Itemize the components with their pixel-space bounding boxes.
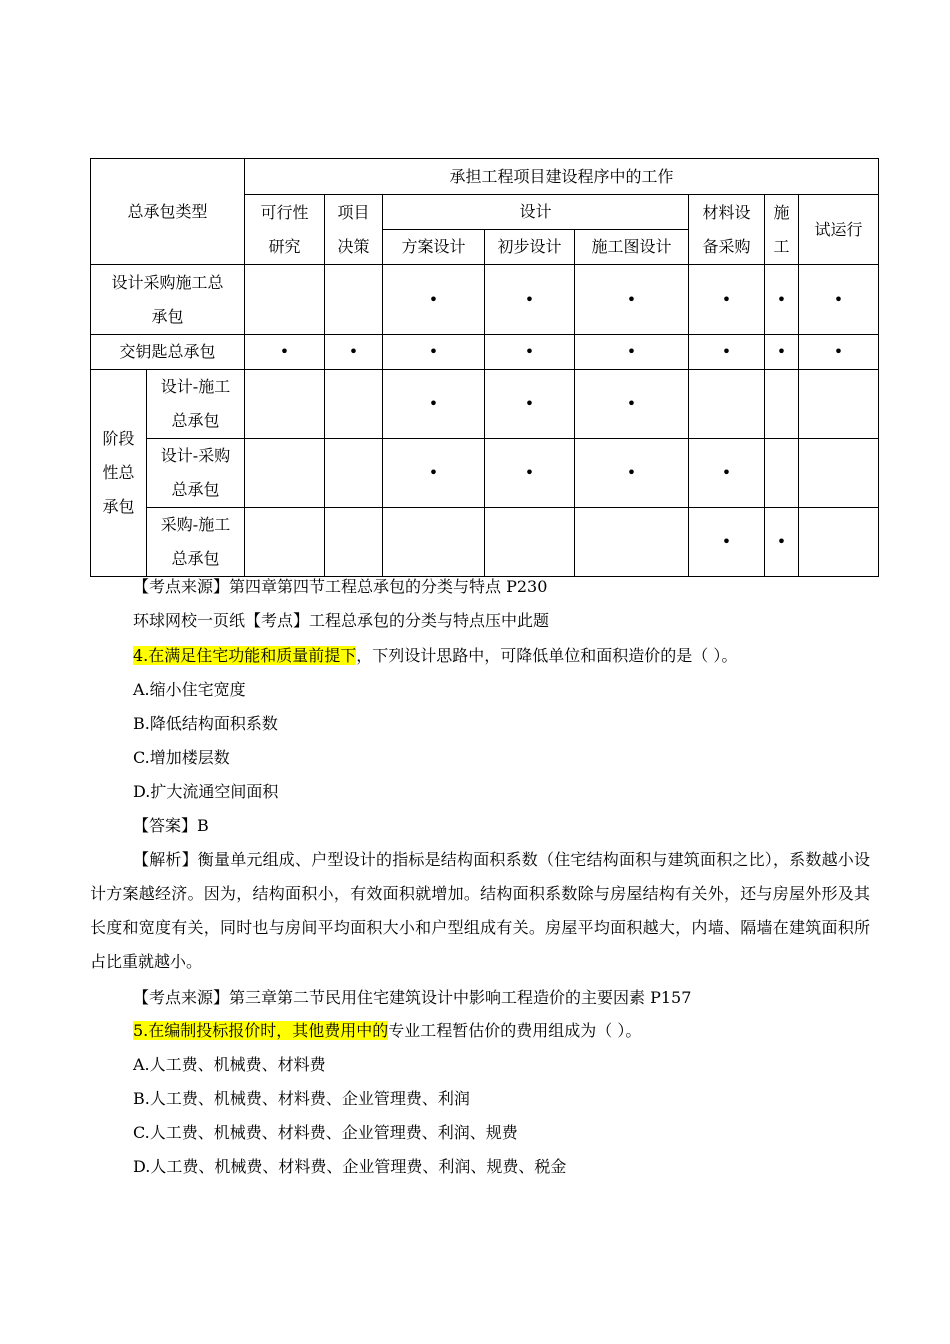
q4-stem-rest: ，下列设计思路中，可降低单位和面积造价的是（ ）。 [356,646,738,665]
q5-option-b: B.人工费、机械费、材料费、企业管理费、利润 [133,1089,470,1108]
mark-cell: • [689,508,765,577]
mark-cell: • [689,265,765,335]
mark-cell [485,508,575,577]
header-scheme-design: 方案设计 [383,230,485,265]
header-work: 承担工程项目建设程序中的工作 [245,159,879,195]
mark-cell: • [765,265,799,335]
mark-cell: • [383,335,485,370]
header-preliminary-design: 初步设计 [485,230,575,265]
mark-cell: • [383,439,485,508]
table-row [91,370,879,439]
row-label: 设计采购施工总 承包 [91,265,245,335]
q4-analysis: 【解析】衡量单元组成、户型设计的指标是结构面积系数（住宅结构面积与建筑面积之比），系数越小设计方案越经济。因为，结构面积小，有效面积就增加。结构面积系数除与房屋结构有关外，还与房屋外形及其长度和宽度有关，同时也与房间平均面积大小和户型组成有关。房屋平均面积越大，内墙、隔墙在建筑面积所占比重就越小。 [90,850,870,971]
header-type: 总承包类型 [91,159,245,265]
mark-cell: • [383,265,485,335]
contracting-type-table [90,158,879,577]
mark-cell: • [765,508,799,577]
mark-cell: • [575,439,689,508]
mark-cell: • [485,265,575,335]
q4-stem-highlight: 4.在满足住宅功能和质量前提下 [133,646,357,665]
mark-cell [245,265,325,335]
q4-option-d: D.扩大流通空间面积 [133,782,279,801]
mark-cell [799,439,879,508]
table-row [91,265,879,335]
q5-option-d: D.人工费、机械费、材料费、企业管理费、利润、规费、税金 [133,1157,567,1176]
mark-cell [799,370,879,439]
row-label: 设计-施工 总承包 [147,370,245,439]
mark-cell [245,508,325,577]
row-label: 设计-采购 总承包 [147,439,245,508]
table-row [91,508,879,577]
header-design: 设计 [383,195,689,230]
q4-answer: 【答案】B [133,816,209,835]
header-construct: 施 工 [765,195,799,265]
mark-cell [799,508,879,577]
mark-cell [383,508,485,577]
q3-note: 环球网校一页纸【考点】工程总承包的分类与特点压中此题 [133,611,550,630]
q5-option-a: A.人工费、机械费、材料费 [133,1055,326,1074]
q4-option-a: A.缩小住宅宽度 [133,680,246,699]
q5-stem-rest: 专业工程暂估价的费用组成为（ ）。 [388,1021,642,1040]
mark-cell: • [575,265,689,335]
stage-label: 阶段 性总 承包 [91,370,147,577]
mark-cell: • [245,335,325,370]
mark-cell: • [485,335,575,370]
table-row [91,335,879,370]
row-label: 交钥匙总承包 [91,335,245,370]
mark-cell [325,265,383,335]
header-trial: 试运行 [799,195,879,265]
header-procure: 材料设 备采购 [689,195,765,265]
q4-option-c: C.增加楼层数 [133,748,230,767]
row-label: 采购-施工 总承包 [147,508,245,577]
mark-cell [765,370,799,439]
mark-cell: • [575,370,689,439]
mark-cell: • [689,335,765,370]
table-row [91,439,879,508]
mark-cell [575,508,689,577]
mark-cell [325,370,383,439]
header-feasibility: 可行性 研究 [245,195,325,265]
mark-cell: • [383,370,485,439]
mark-cell [689,370,765,439]
header-decision: 项目 决策 [325,195,383,265]
mark-cell: • [485,439,575,508]
q5-option-c: C.人工费、机械费、材料费、企业管理费、利润、规费 [133,1123,518,1142]
mark-cell: • [689,439,765,508]
q5-stem-highlight: 5.在编制投标报价时，其他费用中的 [133,1021,389,1040]
q4-option-b: B.降低结构面积系数 [133,714,278,733]
q4-stem [133,645,880,667]
mark-cell: • [485,370,575,439]
mark-cell: • [325,335,383,370]
mark-cell: • [765,335,799,370]
mark-cell: • [575,335,689,370]
mark-cell [245,439,325,508]
q5-stem [133,1020,880,1042]
mark-cell: • [799,265,879,335]
header-construction-drawing: 施工图设计 [575,230,689,265]
q4-source: 【考点来源】第三章第二节民用住宅建筑设计中影响工程造价的主要因素 P157 [133,988,692,1007]
mark-cell [245,370,325,439]
mark-cell [325,508,383,577]
mark-cell [325,439,383,508]
mark-cell [765,439,799,508]
mark-cell: • [799,335,879,370]
q3-source: 【考点来源】第四章第四节工程总承包的分类与特点 P230 [133,577,548,596]
